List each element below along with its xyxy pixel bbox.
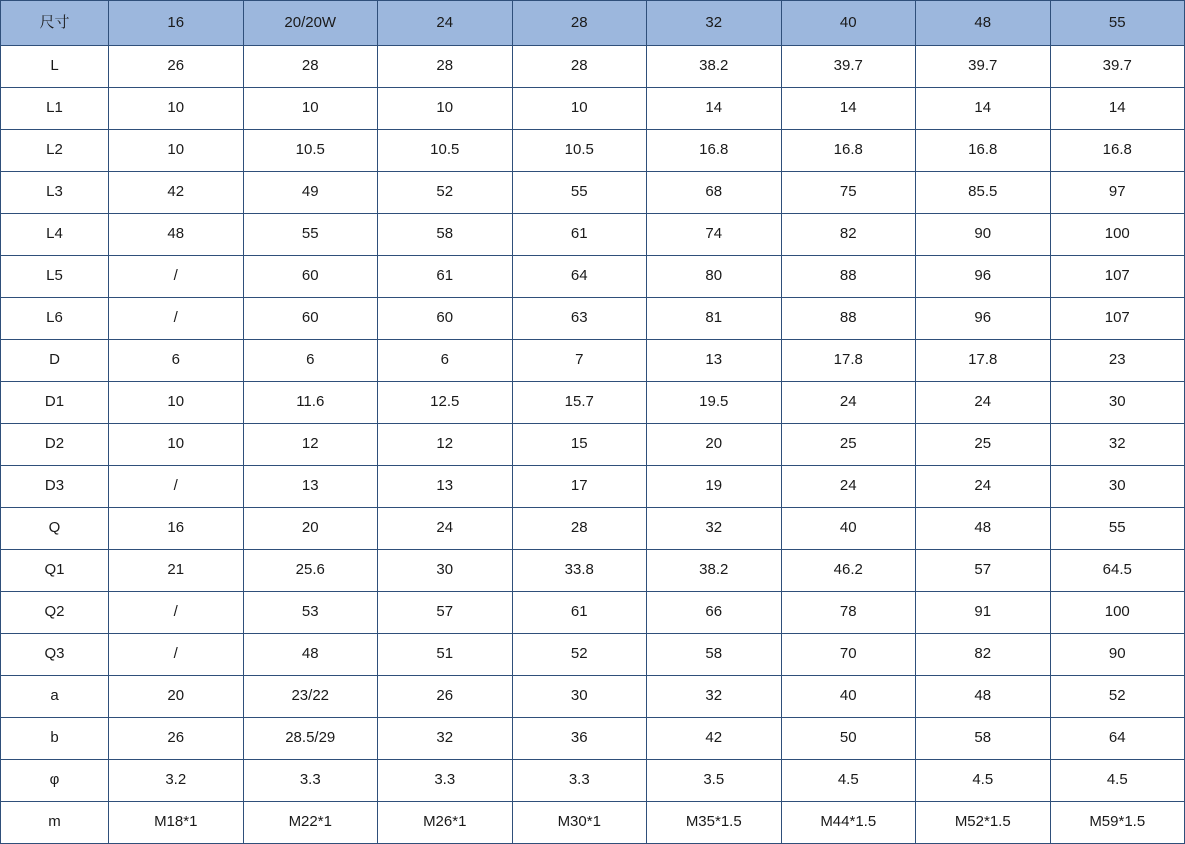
- table-cell: 90: [1050, 634, 1185, 676]
- header-cell-48: 48: [916, 1, 1051, 46]
- table-cell: 3.3: [512, 760, 647, 802]
- table-cell: 42: [647, 718, 782, 760]
- table-cell: 28: [512, 508, 647, 550]
- table-cell: M35*1.5: [647, 802, 782, 844]
- table-cell: M22*1: [243, 802, 378, 844]
- table-cell: 64: [512, 256, 647, 298]
- table-cell: 58: [916, 718, 1051, 760]
- table-cell: M52*1.5: [916, 802, 1051, 844]
- table-cell: 4.5: [1050, 760, 1185, 802]
- table-cell: 13: [378, 466, 513, 508]
- table-cell: 6: [243, 340, 378, 382]
- row-label: a: [1, 676, 109, 718]
- row-label: Q3: [1, 634, 109, 676]
- table-cell: 3.2: [109, 760, 244, 802]
- table-cell: M44*1.5: [781, 802, 916, 844]
- table-cell: 91: [916, 592, 1051, 634]
- row-label: φ: [1, 760, 109, 802]
- table-cell: 30: [378, 550, 513, 592]
- table-cell: 28: [378, 46, 513, 88]
- table-cell: 24: [916, 382, 1051, 424]
- table-cell: 58: [378, 214, 513, 256]
- table-cell: 14: [1050, 88, 1185, 130]
- table-row: [1, 676, 1185, 718]
- table-cell: 55: [243, 214, 378, 256]
- table-cell: 12: [378, 424, 513, 466]
- table-cell: 12.5: [378, 382, 513, 424]
- table-header: [1, 1, 1185, 46]
- table-cell: 75: [781, 172, 916, 214]
- row-label: b: [1, 718, 109, 760]
- table-cell: 82: [781, 214, 916, 256]
- table-cell: 28: [512, 46, 647, 88]
- row-label: D2: [1, 424, 109, 466]
- table-cell: 24: [781, 382, 916, 424]
- table-cell: M18*1: [109, 802, 244, 844]
- table-cell: 30: [1050, 466, 1185, 508]
- table-cell: 24: [916, 466, 1051, 508]
- header-cell-55: 55: [1050, 1, 1185, 46]
- table-cell: 52: [378, 172, 513, 214]
- table-row: [1, 340, 1185, 382]
- table-cell: 23: [1050, 340, 1185, 382]
- table-cell: 20: [109, 676, 244, 718]
- table-cell: 88: [781, 256, 916, 298]
- row-label: Q2: [1, 592, 109, 634]
- table-cell: 10: [378, 88, 513, 130]
- table-cell: 53: [243, 592, 378, 634]
- table-cell: 28: [243, 46, 378, 88]
- table-cell: 26: [378, 676, 513, 718]
- table-cell: 66: [647, 592, 782, 634]
- table-cell: 88: [781, 298, 916, 340]
- table-cell: 48: [916, 676, 1051, 718]
- table-cell: 40: [781, 676, 916, 718]
- table-cell: 82: [916, 634, 1051, 676]
- table-cell: 36: [512, 718, 647, 760]
- table-cell: 10.5: [378, 130, 513, 172]
- table-row: [1, 550, 1185, 592]
- table-cell: 61: [378, 256, 513, 298]
- table-cell: 63: [512, 298, 647, 340]
- table-cell: 24: [378, 508, 513, 550]
- table-cell: 38.2: [647, 46, 782, 88]
- row-label: L2: [1, 130, 109, 172]
- table-cell: 81: [647, 298, 782, 340]
- table-cell: 68: [647, 172, 782, 214]
- header-cell-24: 24: [378, 1, 513, 46]
- table-cell: 11.6: [243, 382, 378, 424]
- table-cell: 16.8: [1050, 130, 1185, 172]
- row-label: D1: [1, 382, 109, 424]
- table-cell: 96: [916, 256, 1051, 298]
- table-cell: 60: [243, 256, 378, 298]
- table-cell: 30: [1050, 382, 1185, 424]
- table-cell: 10: [109, 88, 244, 130]
- table-cell: 97: [1050, 172, 1185, 214]
- table-body: [1, 46, 1185, 844]
- table-cell: 3.5: [647, 760, 782, 802]
- table-cell: 85.5: [916, 172, 1051, 214]
- table-cell: 10: [109, 130, 244, 172]
- header-cell-size: 尺寸: [1, 1, 109, 46]
- table-cell: 52: [1050, 676, 1185, 718]
- table-cell: 17: [512, 466, 647, 508]
- table-cell: /: [109, 256, 244, 298]
- table-cell: M26*1: [378, 802, 513, 844]
- table-cell: 23/22: [243, 676, 378, 718]
- header-row: [1, 1, 1185, 46]
- table-cell: 55: [512, 172, 647, 214]
- table-cell: 32: [647, 676, 782, 718]
- table-cell: 107: [1050, 256, 1185, 298]
- table-row: [1, 802, 1185, 844]
- row-label: Q1: [1, 550, 109, 592]
- table-cell: /: [109, 298, 244, 340]
- table-cell: 6: [109, 340, 244, 382]
- header-cell-40: 40: [781, 1, 916, 46]
- table-cell: 48: [243, 634, 378, 676]
- table-cell: 64: [1050, 718, 1185, 760]
- table-cell: 52: [512, 634, 647, 676]
- row-label: L: [1, 46, 109, 88]
- table-cell: 57: [916, 550, 1051, 592]
- table-cell: 7: [512, 340, 647, 382]
- row-label: L3: [1, 172, 109, 214]
- table-cell: 57: [378, 592, 513, 634]
- table-cell: 24: [781, 466, 916, 508]
- table-cell: 60: [378, 298, 513, 340]
- table-cell: 3.3: [378, 760, 513, 802]
- table-cell: 30: [512, 676, 647, 718]
- table-cell: 10: [109, 424, 244, 466]
- table-cell: 4.5: [781, 760, 916, 802]
- table-cell: /: [109, 634, 244, 676]
- table-row: [1, 46, 1185, 88]
- table-cell: /: [109, 466, 244, 508]
- table-cell: 50: [781, 718, 916, 760]
- header-cell-20-20w: 20/20W: [243, 1, 378, 46]
- table-cell: M59*1.5: [1050, 802, 1185, 844]
- table-row: [1, 466, 1185, 508]
- table-cell: 25.6: [243, 550, 378, 592]
- table-cell: 14: [647, 88, 782, 130]
- table-row: [1, 172, 1185, 214]
- row-label: D3: [1, 466, 109, 508]
- row-label: Q: [1, 508, 109, 550]
- table-cell: 15: [512, 424, 647, 466]
- table-cell: 17.8: [781, 340, 916, 382]
- table-cell: 74: [647, 214, 782, 256]
- table-cell: 49: [243, 172, 378, 214]
- table-row: [1, 592, 1185, 634]
- table-cell: 78: [781, 592, 916, 634]
- table-cell: 13: [243, 466, 378, 508]
- table-cell: 15.7: [512, 382, 647, 424]
- table-cell: 55: [1050, 508, 1185, 550]
- table-cell: 96: [916, 298, 1051, 340]
- table-cell: 60: [243, 298, 378, 340]
- table-cell: 21: [109, 550, 244, 592]
- row-label: L4: [1, 214, 109, 256]
- table-cell: 10.5: [512, 130, 647, 172]
- table-cell: 16.8: [781, 130, 916, 172]
- table-cell: 16: [109, 508, 244, 550]
- table-cell: 51: [378, 634, 513, 676]
- table-cell: 38.2: [647, 550, 782, 592]
- table-row: [1, 760, 1185, 802]
- header-cell-32: 32: [647, 1, 782, 46]
- table-cell: 61: [512, 214, 647, 256]
- table-cell: 20: [243, 508, 378, 550]
- table-cell: 33.8: [512, 550, 647, 592]
- table-row: [1, 130, 1185, 172]
- table-cell: 10: [109, 382, 244, 424]
- header-cell-16: 16: [109, 1, 244, 46]
- table-cell: 4.5: [916, 760, 1051, 802]
- table-row: [1, 634, 1185, 676]
- table-cell: 46.2: [781, 550, 916, 592]
- row-label: m: [1, 802, 109, 844]
- row-label: D: [1, 340, 109, 382]
- table-cell: 48: [916, 508, 1051, 550]
- table-cell: 39.7: [1050, 46, 1185, 88]
- table-cell: 32: [1050, 424, 1185, 466]
- table-cell: 25: [916, 424, 1051, 466]
- table-cell: M30*1: [512, 802, 647, 844]
- table-cell: 42: [109, 172, 244, 214]
- table-cell: 26: [109, 46, 244, 88]
- table-cell: 64.5: [1050, 550, 1185, 592]
- table-row: [1, 718, 1185, 760]
- table-cell: 17.8: [916, 340, 1051, 382]
- table-cell: 14: [916, 88, 1051, 130]
- table-cell: 32: [378, 718, 513, 760]
- table-cell: 19: [647, 466, 782, 508]
- table-row: [1, 298, 1185, 340]
- table-cell: 28.5/29: [243, 718, 378, 760]
- table-cell: 39.7: [781, 46, 916, 88]
- table-cell: 107: [1050, 298, 1185, 340]
- table-cell: 26: [109, 718, 244, 760]
- row-label: L1: [1, 88, 109, 130]
- table-cell: 19.5: [647, 382, 782, 424]
- table-cell: 70: [781, 634, 916, 676]
- table-cell: 16.8: [916, 130, 1051, 172]
- table-cell: 25: [781, 424, 916, 466]
- header-cell-28: 28: [512, 1, 647, 46]
- row-label: L5: [1, 256, 109, 298]
- table-cell: /: [109, 592, 244, 634]
- table-row: [1, 214, 1185, 256]
- table-cell: 10: [512, 88, 647, 130]
- table-cell: 80: [647, 256, 782, 298]
- table-cell: 90: [916, 214, 1051, 256]
- table-cell: 10.5: [243, 130, 378, 172]
- table-cell: 14: [781, 88, 916, 130]
- table-cell: 16.8: [647, 130, 782, 172]
- table-row: [1, 256, 1185, 298]
- table-cell: 32: [647, 508, 782, 550]
- row-label: L6: [1, 298, 109, 340]
- table-cell: 40: [781, 508, 916, 550]
- table-cell: 13: [647, 340, 782, 382]
- table-cell: 100: [1050, 592, 1185, 634]
- table-cell: 20: [647, 424, 782, 466]
- table-cell: 58: [647, 634, 782, 676]
- table-cell: 12: [243, 424, 378, 466]
- table-cell: 100: [1050, 214, 1185, 256]
- table-row: [1, 508, 1185, 550]
- table-row: [1, 88, 1185, 130]
- table-row: [1, 382, 1185, 424]
- table-cell: 48: [109, 214, 244, 256]
- table-cell: 61: [512, 592, 647, 634]
- table-cell: 6: [378, 340, 513, 382]
- table-row: [1, 424, 1185, 466]
- table-cell: 39.7: [916, 46, 1051, 88]
- table-cell: 10: [243, 88, 378, 130]
- table-cell: 3.3: [243, 760, 378, 802]
